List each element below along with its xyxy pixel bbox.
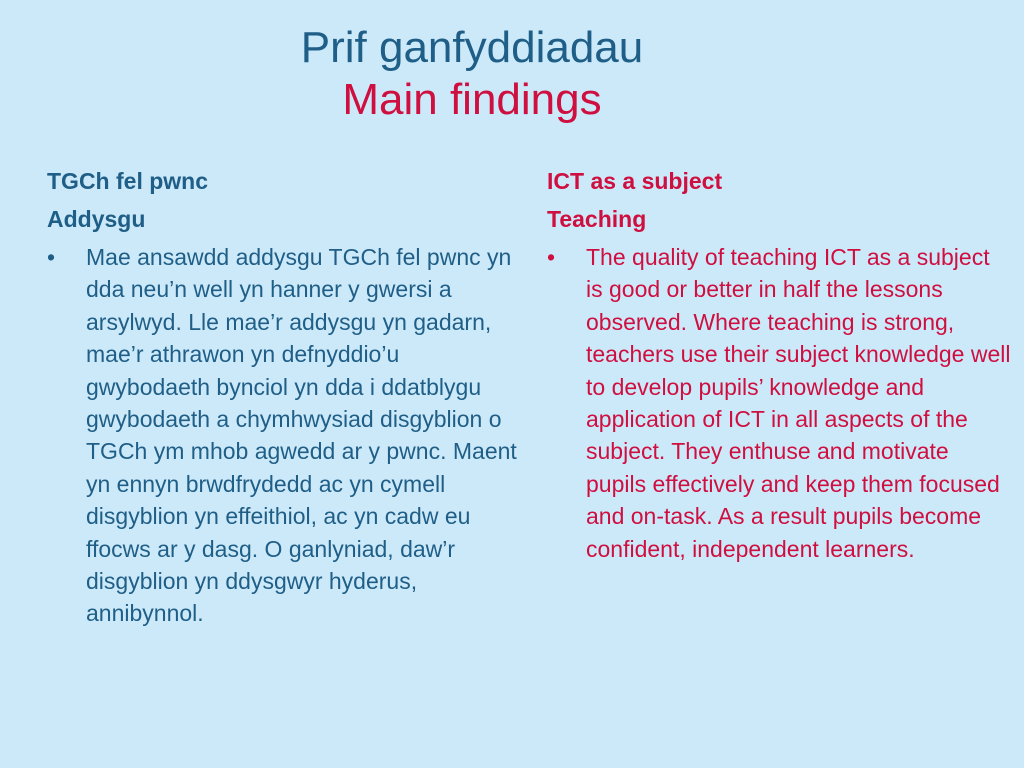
welsh-column: [47, 165, 527, 630]
welsh-teaching-heading: Addysgu: [47, 206, 146, 232]
bullet-icon: •: [547, 244, 556, 270]
title-english: Main findings: [342, 75, 602, 124]
title-welsh: Prif ganfyddiadau: [300, 23, 644, 72]
english-teaching-heading: Teaching: [547, 206, 647, 232]
welsh-bullet-item: [47, 241, 527, 630]
english-subject-heading: ICT as a subject: [547, 168, 723, 194]
slide-title: [0, 22, 944, 126]
english-column: [547, 165, 1012, 565]
welsh-subject-heading: TGCh fel pwnc: [47, 168, 208, 194]
bullet-icon: •: [47, 244, 56, 270]
english-bullet-text: The quality of teaching ICT as a subject is good or better in half the lessons observed. Where teaching is strong, teachers use their subject knowledge well to develop pupils’ knowledge and application of ICT in all aspects of the subject. They enthuse and motivate pupils effectively and keep them focused and on-task. As a result pupils become confident, independent learners.: [586, 244, 1011, 562]
welsh-bullet-text: Mae ansawdd addysgu TGCh fel pwnc yn dda neu’n well yn hanner y gwersi a arsylwyd. Lle mae’r addysgu yn gadarn, mae’r athrawon yn defnyddio’u gwybodaeth bynciol yn dda i ddatblygu gwybodaeth a chymhwysiad disgyblion o TGCh ym mhob agwedd ar y pwnc. Maent yn ennyn brwdfrydedd ac yn cymell disgyblion yn effeithiol, ac yn cadw eu ffocws ar y dasg. O ganlyniad, daw’r disgyblion yn ddysgwyr hyderus, annibynnol.: [86, 244, 517, 627]
english-bullet-item: [547, 241, 1012, 565]
